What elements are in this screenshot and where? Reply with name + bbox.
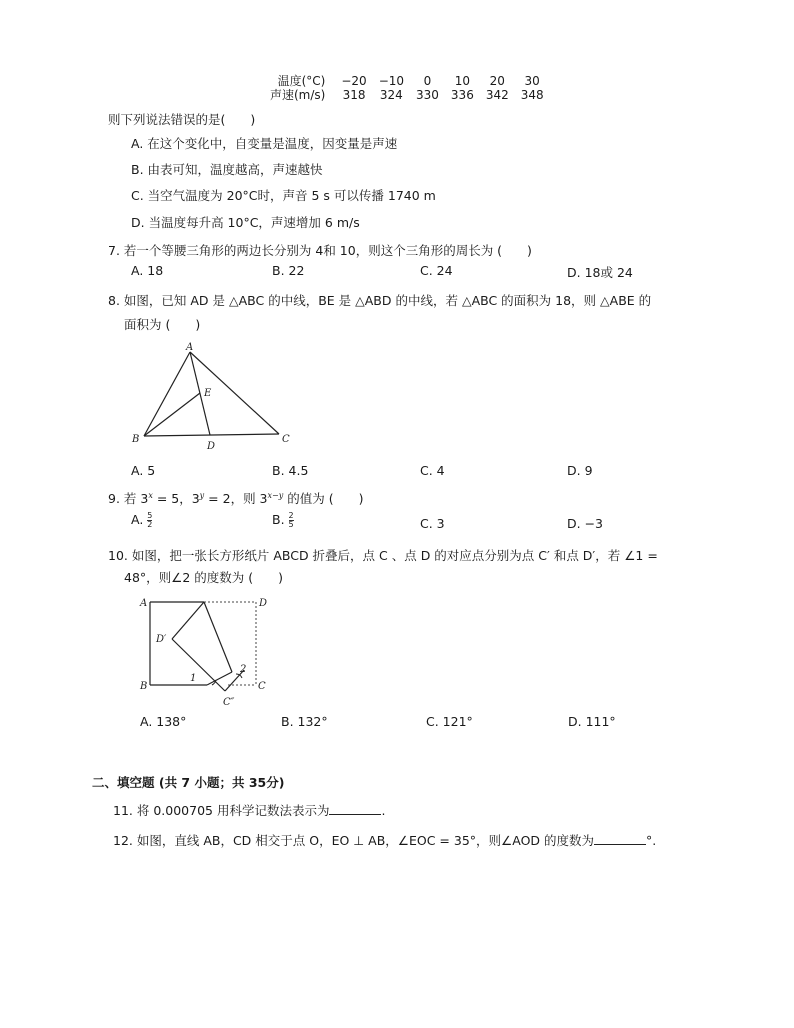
q8-stem-line2: 面积为 ( ) — [124, 317, 201, 332]
table-cell: 324 — [379, 88, 403, 102]
q8-triangle-diagram — [126, 338, 296, 456]
option-label: B. — [272, 512, 285, 527]
numerator: 2 — [288, 511, 294, 520]
q10-option-b: B. 132° — [281, 714, 328, 729]
q6-option-b: B. 由表可知，温度越高，声速越快 — [131, 162, 323, 177]
vertex-label-d: D — [259, 598, 268, 609]
q10-stem-line2: 48°，则∠2 的度数为 ( ) — [124, 570, 284, 585]
q7-option-a: A. 18 — [131, 263, 164, 278]
q9-exp-x: x — [148, 490, 153, 500]
q10-option-d: D. 111° — [568, 714, 616, 729]
section-heading: 二、填空题 (共 7 小题；共 35分) — [92, 775, 285, 790]
q9-option-b — [272, 512, 294, 529]
vertex-label-e: E — [204, 388, 212, 399]
q8-option-c: C. 4 — [420, 463, 445, 478]
q11 — [113, 801, 385, 819]
q9-text: = 2，则 3 — [204, 491, 268, 506]
denominator: 2 — [147, 520, 153, 529]
answer-blank[interactable] — [594, 832, 646, 845]
vertex-label-a: A — [140, 598, 148, 609]
vertex-label-b: B — [140, 681, 148, 692]
q8-option-b: B. 4.5 — [272, 463, 309, 478]
q6-option-a: A. 在这个变化中，自变量是温度，因变量是声速 — [131, 136, 398, 151]
q11-end: . — [381, 803, 386, 818]
q7-stem: 7. 若一个等腰三角形的两边长分别为 4和 10，则这个三角形的周长为 ( ) — [108, 243, 532, 258]
table-cell: 20 — [489, 74, 505, 88]
table-row — [264, 88, 550, 102]
q6-option-d: D. 当温度每升高 10°C，声速增加 6 m/s — [131, 215, 360, 230]
q9-option-d: D. −3 — [567, 516, 603, 531]
table-cell: 336 — [450, 88, 474, 102]
denominator: 5 — [288, 520, 294, 529]
table-cell: 348 — [520, 88, 544, 102]
q12-end: °. — [646, 833, 657, 848]
q8-stem-line1: 8. 如图，已知 AD 是 △ABC 的中线，BE 是 △ABD 的中线，若 △ABC 的面积为 18，则 △ABE 的 — [108, 293, 652, 308]
q9-text: 9. 若 3 — [108, 491, 149, 506]
q11-text: 11. 将 0.000705 用科学记数法表示为 — [113, 803, 330, 818]
q9-option-c: C. 3 — [420, 516, 445, 531]
numerator: 5 — [147, 511, 153, 520]
q12-text: 12. 如图，直线 AB，CD 相交于点 O，EO ⊥ AB，∠EOC = 35°，则∠AOD 的度数为 — [113, 833, 595, 848]
angle-label-1: 1 — [190, 673, 197, 684]
q10-option-a: A. 138° — [140, 714, 187, 729]
q10-stem-line1: 10. 如图，把一张长方形纸片 ABCD 折叠后，点 C 、点 D 的对应点分别为点 C′ 和点 D′，若 ∠1 = — [108, 548, 658, 563]
angle-label-2: 2 — [240, 664, 247, 675]
vertex-label-c: C — [258, 681, 266, 692]
q6-stem: 则下列说法错误的是( ) — [108, 112, 256, 127]
q9-stem — [108, 489, 363, 507]
q9-exp-y: y — [199, 490, 205, 500]
answer-blank[interactable] — [329, 802, 381, 815]
q10-fold-diagram — [132, 592, 278, 710]
q8-option-a: A. 5 — [131, 463, 156, 478]
q9-exp-xy: x−y — [267, 490, 284, 500]
table-cell: 342 — [485, 88, 509, 102]
fraction — [289, 512, 294, 529]
q8-option-d: D. 9 — [567, 463, 593, 478]
table-cell: 330 — [416, 88, 439, 102]
q7-option-c: C. 24 — [420, 263, 453, 278]
vertex-label-c-prime: C″ — [223, 697, 235, 708]
q12 — [113, 831, 656, 849]
table-cell: 318 — [342, 88, 366, 102]
table-row — [264, 74, 550, 88]
table-row-label: 声速(m/s) — [270, 88, 326, 102]
table-cell: 0 — [423, 74, 432, 88]
table-cell: 10 — [454, 74, 471, 88]
vertex-label-a: A — [186, 342, 194, 353]
vertex-label-d-prime: D′ — [156, 634, 167, 645]
temperature-speed-table — [264, 74, 550, 102]
fraction — [147, 512, 152, 529]
vertex-label-c: C — [282, 434, 290, 445]
vertex-label-d: D — [207, 441, 216, 452]
table-cell: 30 — [524, 74, 540, 88]
table-cell: −10 — [378, 74, 405, 88]
q9-text: = 5，3 — [152, 491, 200, 506]
option-label: A. — [131, 512, 144, 527]
q9-option-a — [131, 512, 152, 529]
q7-option-b: B. 22 — [272, 263, 305, 278]
q6-option-c: C. 当空气温度为 20°C时，声音 5 s 可以传播 1740 m — [131, 188, 436, 203]
q7-option-d: D. 18或 24 — [567, 265, 633, 280]
q9-text: 的值为 ( ) — [283, 491, 364, 506]
table-row-label: 温度(°C) — [277, 74, 326, 88]
vertex-label-b: B — [132, 434, 140, 445]
table-cell: −20 — [341, 74, 367, 88]
q10-option-c: C. 121° — [426, 714, 473, 729]
